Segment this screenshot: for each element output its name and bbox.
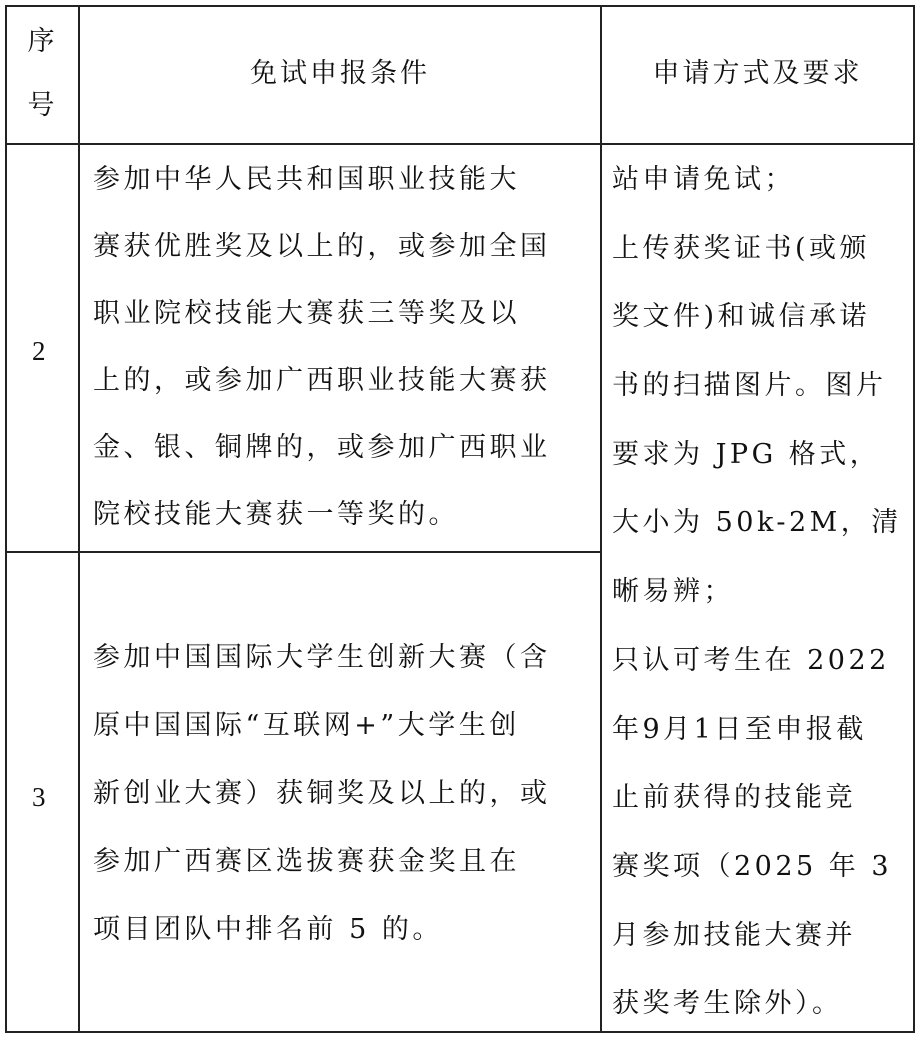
method-line: 只认可考生在 2022 xyxy=(612,644,890,676)
method-line: 要求为 JPG 格式， xyxy=(612,438,881,470)
condition-line: 项目团队中排名前 5 的。 xyxy=(93,914,443,945)
row-conditions xyxy=(93,624,551,964)
condition-line: 参加中国国际大学生创新大赛（含 xyxy=(93,642,551,673)
condition-line: 赛获优胜奖及以上的，或参加全国 xyxy=(93,231,551,262)
row-number: 3 xyxy=(32,782,46,812)
condition-line: 新创业大赛）获铜奖及以上的，或 xyxy=(93,778,551,809)
condition-line: 参加中华人民共和国职业技能大 xyxy=(93,164,520,195)
method-line: 年9月1日至申报截 xyxy=(612,713,867,745)
method-line: 书的扫描图片。图片 xyxy=(612,370,887,402)
condition-line: 院校技能大赛获一等奖的。 xyxy=(93,499,459,530)
method-line: 赛奖项（2025 年 3 xyxy=(612,850,893,882)
row-divider xyxy=(5,551,602,553)
header-conditions: 免试申报条件 xyxy=(250,58,430,89)
header-method: 申请方式及要求 xyxy=(652,58,863,89)
method-line: 大小为 50k-2M，清 xyxy=(612,507,902,539)
condition-line: 参加广西赛区选拔赛获金奖且在 xyxy=(93,846,520,877)
table-border-top xyxy=(5,5,915,7)
table-border-right xyxy=(913,5,915,1033)
method-line: 止前获得的技能竞 xyxy=(612,782,856,814)
method-line: 上传获奖证书(或颁 xyxy=(612,232,871,264)
method-line: 月参加技能大赛并 xyxy=(612,919,856,951)
row-conditions xyxy=(93,146,551,548)
condition-line: 原中国国际“互联网+”大学生创 xyxy=(93,710,520,741)
condition-line: 金、银、铜牌的，或参加广西职业 xyxy=(93,432,551,463)
header-seq-line1: 序 xyxy=(27,26,58,57)
method-line: 奖文件)和诚信承诺 xyxy=(612,301,871,333)
column-divider-2 xyxy=(600,5,602,1033)
header-divider xyxy=(5,143,915,145)
condition-line: 职业院校技能大赛获三等奖及以 xyxy=(93,298,520,329)
method-line: 晰易辨； xyxy=(612,576,734,608)
method-requirements xyxy=(612,146,902,1039)
method-line: 获奖考生除外）。 xyxy=(612,988,843,1020)
header-seq-line2: 号 xyxy=(27,90,58,121)
table-border-left xyxy=(5,5,7,1033)
row-number: 2 xyxy=(32,336,46,366)
method-line: 站申请免试； xyxy=(612,164,795,195)
condition-line: 上的，或参加广西职业技能大赛获 xyxy=(93,365,551,396)
column-divider-1 xyxy=(78,5,80,1033)
